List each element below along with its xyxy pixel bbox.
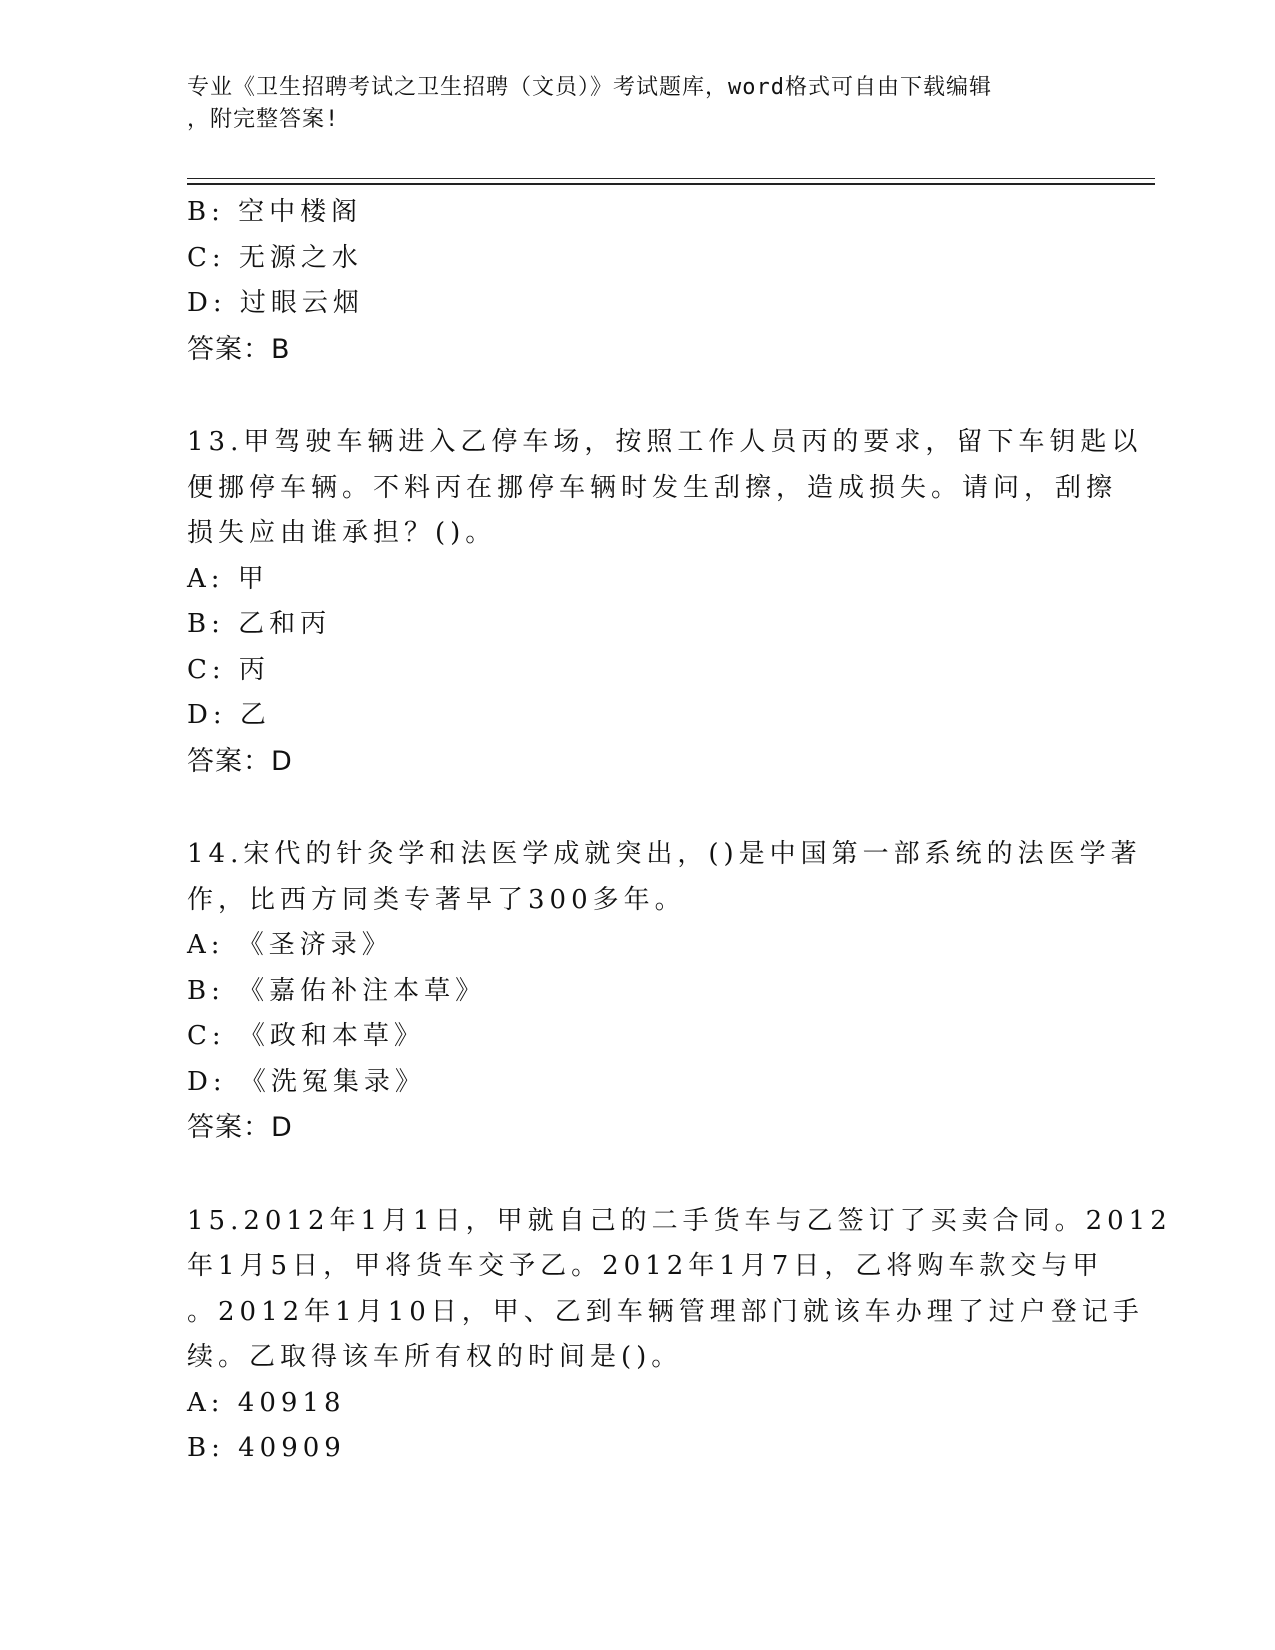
option-b: B: 空中楼阁 [187, 197, 363, 227]
option-d: D: 乙 [187, 700, 271, 730]
option-b: B: 乙和丙 [187, 609, 332, 639]
option-d: D: 过眼云烟 [187, 288, 364, 318]
question-text-line: 便挪停车辆。不料丙在挪停车辆时发生刮擦，造成损失。请问，刮擦 [187, 472, 1118, 503]
question-text-line: 13.甲驾驶车辆进入乙停车场，按照工作人员丙的要求，留下车钥匙以 [187, 427, 1143, 457]
question-text-line: 损失应由谁承担？()。 [187, 518, 497, 548]
question-list [187, 190, 1172, 1472]
answer-line: 答案：D [187, 1112, 293, 1143]
spacer [187, 784, 1087, 832]
spacer [187, 1151, 1087, 1199]
question-text-line: 年1月5日，甲将货车交予乙。2012年1月7日，乙将购车款交与甲 [187, 1251, 1104, 1281]
spacer [187, 372, 1087, 420]
answer-line: 答案：B [187, 333, 291, 365]
option-a: A: 甲 [187, 563, 269, 594]
question-block-14 [187, 832, 1142, 1151]
question-block-13 [187, 420, 1143, 784]
header-divider-thick [187, 183, 1155, 185]
question-text-line: 续。乙取得该车所有权的时间是()。 [187, 1342, 683, 1372]
option-a: A: 《圣济录》 [187, 930, 393, 960]
question-text-line: 15.2012年1月1日，甲就自己的二手货车与乙签订了买卖合同。2012 [187, 1205, 1172, 1236]
option-a: A: 40918 [187, 1387, 346, 1418]
page-header [187, 72, 1087, 136]
question-text-line: 作，比西方同类专著早了300多年。 [187, 884, 686, 915]
option-b: B: 40909 [187, 1433, 346, 1463]
question-block-15 [187, 1199, 1172, 1472]
question-text-line: 。2012年1月10日，甲、乙到车辆管理部门就该车办理了过户登记手 [187, 1296, 1144, 1327]
option-c: C: 无源之水 [187, 242, 363, 273]
header-line-2: ，附完整答案! [187, 107, 340, 132]
option-b: B: 《嘉佑补注本草》 [187, 975, 487, 1006]
header-divider-thin [187, 178, 1155, 179]
answer-line: 答案：D [187, 745, 293, 777]
header-line-1: 专业《卫生招聘考试之卫生招聘（文员）》考试题库，word格式可自由下载编辑 [187, 75, 992, 100]
option-c: C: 《政和本草》 [187, 1021, 425, 1051]
question-text-line: 14.宋代的针灸学和法医学成就突出，()是中国第一部系统的法医学著 [187, 839, 1142, 869]
option-c: C: 丙 [187, 654, 270, 685]
question-block-12 [187, 190, 1087, 372]
option-d: D: 《洗冤集录》 [187, 1066, 426, 1097]
